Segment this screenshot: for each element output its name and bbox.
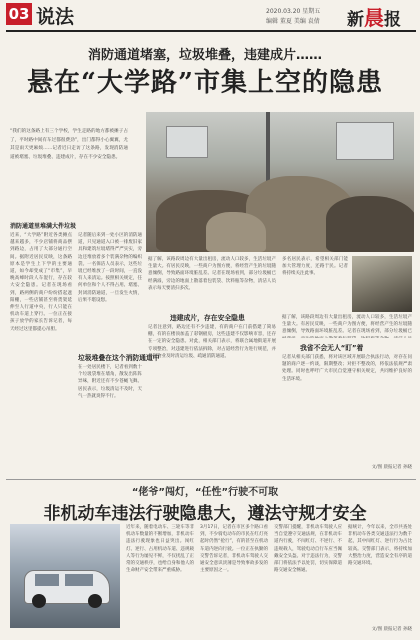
top-story-column-3b: 记者注意到，路边还有不少违建，有的商户在门前搭建了简易棚，有的在楼顶加盖了彩钢板房，这些违建不仅影响市容，还存在一定的安全隐患。对此，相关部门表示，将联合属地街道开展专项整治，对违建进行依法拆除，对占道经营行为进行规范，并督促物业及时清运垃圾、疏通消防通道。 (148, 325, 276, 359)
top-story-column-4-mid: 据了解，该路段周边有大量出租房，流动人口较多，生活垃圾产生量大。有居民反映，一些商户为图方便，将经营产生的垃圾随意倾倒，导致路面环境脏乱差。记者在现场看到，部分垃圾桶已 (282, 315, 412, 335)
section-name: 说法 (36, 6, 75, 28)
issue-date: 2020.03.20 星期五 (266, 8, 321, 15)
photo-window-shape (336, 122, 394, 160)
photo-wheel-shape (88, 594, 102, 608)
top-story-column-2: 记者随后来到一处小区的消防通道，只见通道入口被一排废旧家具和建筑垃圾堵得严严实实，旁边还堆放着多个装满杂物的编织袋。一名保洁人员表示，这些垃圾已经堆放了一段时间，一直没有人来清运。按照相关规定，任何单位和个人不得占用、堵塞、封闭消防通道，一旦发生火情，后果不堪设想。 (78, 233, 142, 303)
bottom-story-headline: 非机动车违法行驶隐患大，遵法守规才安全 (43, 504, 367, 524)
photo-trash-pile-shape (206, 212, 266, 252)
top-story-photo (146, 112, 414, 252)
bottom-story-column-2: 3月17日，记者在市区多个路口看到，不少骑电动车的市民在红灯亮起时仍然“抢行”，有的甚至在机动车道内逆向行驶。一位正在执勤的交警告诉记者，非机动车驾驶人交通安全意识淡薄是导致事故多发的主要原因之一。 (200, 525, 268, 574)
top-story-column-2b: 在一处居民楼下，记者看到数十个垃圾袋堆在墙角，散发出阵阵异味，附近还有不少苍蝇飞舞。居民表示，垃圾清运不及时，天气一热就臭得不行。 (78, 365, 142, 399)
top-story-column-4b: 记者从相关部门获悉，将对该区域开展联合执法行动，对存在问题的商户逐一约谈，限期整改；对拒不整改的，将依法依规严肃处理。同时也呼吁广大市民自觉遵守相关规定，共同维护良好的生活环境。 (282, 355, 412, 382)
newspaper-masthead: 新晨报 (347, 6, 401, 30)
bottom-story-photo (10, 524, 120, 628)
story-divider (6, 479, 416, 480)
top-story-subhead-b: 违建成片，存在安全隐患 (170, 314, 245, 322)
masthead-accent-char: 晨 (364, 6, 384, 30)
top-story-credit: 文/图 晨报记者 孙晓 (371, 465, 412, 470)
editor-credits: 编辑 董夏 美编 袁倩 (266, 18, 320, 25)
top-story-column-4: 多名居民表示，希望相关部门能加大管理力度，还路于民。记者将持续关注此事。 (282, 257, 348, 277)
bottom-story-column-3: 交警部门提醒，非机动车驾驶人应当自觉遵守交通法规，在非机动车道内行驶，不闯红灯、不逆行、不违规载人，驾驶电动自行车应当佩戴安全头盔。对于违法行为，交警部门将依法予以处罚，切实保障道路交通安全畅通。 (274, 525, 342, 574)
bottom-story-column-4: 据统计，今年以来，全市共查处非机动车各类交通违法行为数千起，其中闯红灯、逆行行为占比较高。交警部门表示，将持续加大整治力度，营造安全有序的道路交通环境。 (348, 525, 412, 567)
photo-trash-pile-shape (326, 196, 414, 252)
top-story-subhead-c: 我省不会无人“盯”着 (300, 344, 364, 352)
top-story-intro: “我们的这条路上有三个学校，学生走路的地方都被摊子占了，平时路中间有车过都很费劲”，出门都得小心翼翼，尤其是雨天更麻烦……记者近日走访了这条路，发现消防通道被堵塞、垃圾堆叠、违建成片，存在不少安全隐患。 (10, 129, 128, 160)
page-header (0, 0, 420, 30)
header-rule (6, 30, 416, 32)
photo-car-window-shape (35, 574, 59, 586)
bottom-story-column-1: 近年来，随着电动车、三轮车等非机动车数量的不断增加，非机动车违法行驶现象也日益突出。闯红灯、逆行、占用机动车道、违规载人等行为屡见不鲜，不仅扰乱了正常的交通秩序，也给自身和他人的生命财产安全带来严重威胁。 (126, 525, 194, 574)
top-story-subhead-a: 垃圾堆叠在这个消防通道中 (78, 354, 160, 362)
top-story-subheadline: 消防通道堵塞，垃圾堆叠，违建成片…… (87, 48, 322, 63)
top-story-column-1: 近来，“大学路”附近各类摊点越来越多，不少店铺将商品摆到路边，占用了大部分通行空间。据附近居民反映，这条路原本是学生上下学的主要通道，如今却变成了“市集”，早晚高峰时段人车混行，存在较大安全隐患。记者在现场看到，路两侧的商户纷纷搭起遮阳棚，一些店铺甚至将货架延伸至人行道中央，行人只能在机动车道上穿行。一位正在接孩子放学的家长告诉记者，每天经过这里都提心吊胆。 (10, 233, 72, 332)
top-story-headline: 悬在“大学路”市集上空的隐患 (27, 68, 383, 98)
bottom-story-subheadline: “佬爷”闯灯，“任性”行驶不可取 (131, 487, 279, 498)
bottom-story-credit: 文/图 晨报记者 孙晓 (371, 627, 412, 632)
side-photo (352, 256, 412, 312)
photo-wheel-shape (32, 594, 46, 608)
photo-caption: 消防通道里堆满大件垃圾 (10, 223, 77, 230)
photo-car-window-shape (65, 574, 93, 586)
section-number-badge: 03 (6, 3, 32, 25)
photo-window-shape (166, 126, 208, 158)
top-story-column-3: 据了解，该路段周边有大量出租房，流动人口较多，生活垃圾产生量大。有居民反映，一些商户为图方便，将经营产生的垃圾随意倾倒，导致路面环境脏乱差。记者在现场看到，部分垃圾桶已经满溢，旁边的地面上散落着包装袋、饮料瓶等杂物，清洁人员表示每天要清扫多次。 (148, 257, 276, 291)
